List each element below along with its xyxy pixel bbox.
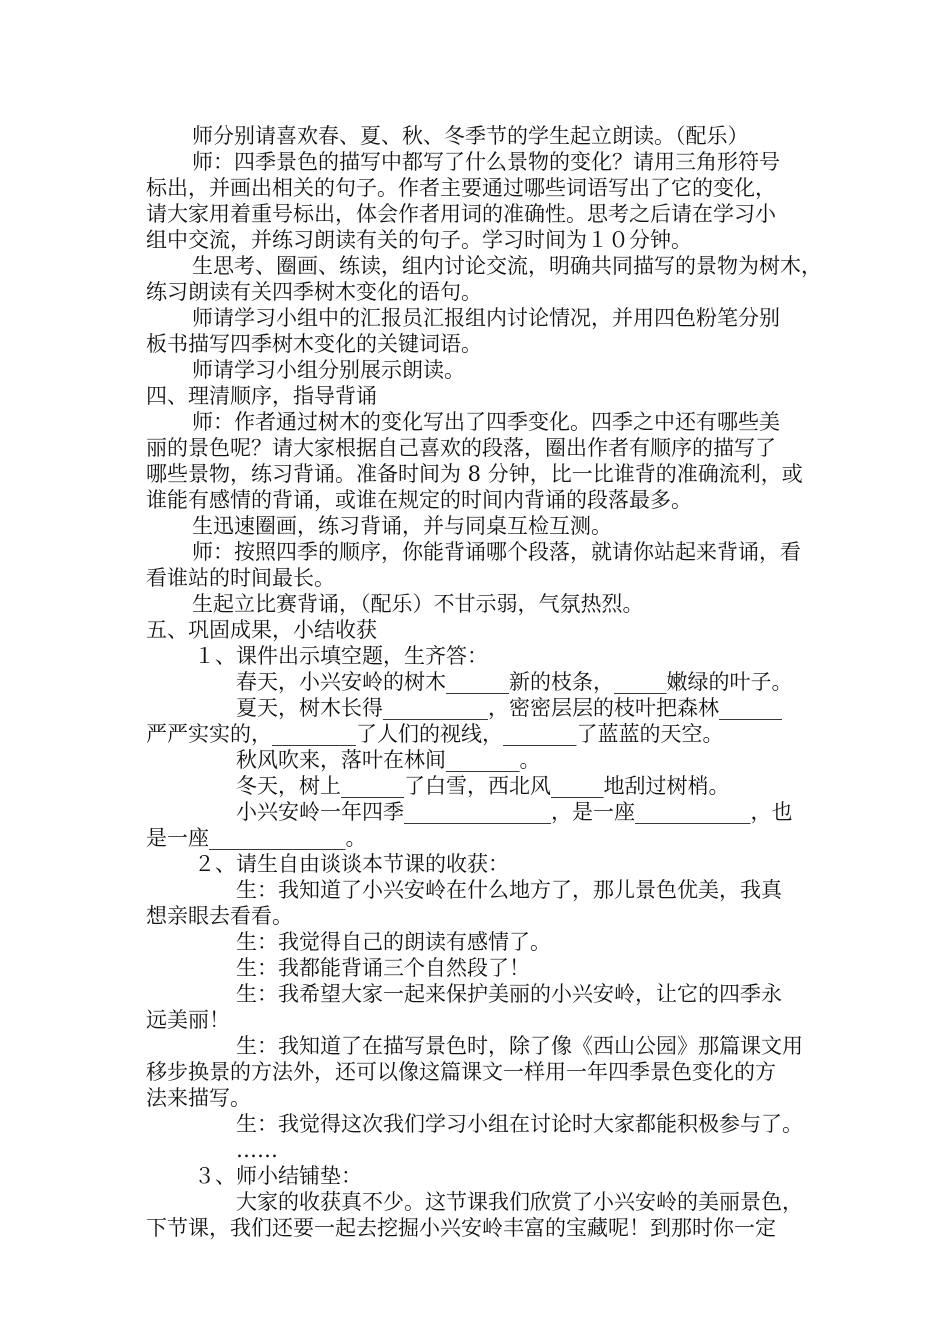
- text-line: 看谁站的时间最长。: [146, 566, 335, 590]
- text-line: 生：我觉得这次我们学习小组在讨论时大家都能积极参与了。: [236, 1112, 803, 1136]
- text-line: 板书描写四季树木变化的关键词语。: [146, 332, 482, 356]
- section-heading: 五、巩固成果，小结收获: [146, 618, 377, 642]
- text-line: 师请学习小组中的汇报员汇报组内讨论情况，并用四色粉笔分别: [192, 306, 780, 330]
- text-line: 标出，并画出相关的句子。作者主要通过哪些词语写出了它的变化，: [146, 176, 776, 200]
- text-line: 练习朗读有关四季树木变化的语句。: [146, 280, 482, 304]
- text-line: 想亲眼去看看。: [146, 904, 293, 928]
- text-line: 生：我知道了小兴安岭在什么地方了，那儿景色优美，我真: [236, 878, 782, 902]
- text-line: 组中交流，并练习朗读有关的句子。学习时间为１０分钟。: [146, 228, 692, 252]
- text-line: 请大家用着重号标出，体会作者用词的准确性。思考之后请在学习小: [146, 202, 776, 226]
- text-line: 法来描写。: [146, 1086, 251, 1110]
- text-line: 生：我觉得自己的朗读有感情了。: [236, 930, 551, 954]
- fill-blank-line: 秋风吹来，落叶在林间_______。: [236, 748, 541, 772]
- text-line: 生：我希望大家一起来保护美丽的小兴安岭，让它的四季永: [236, 982, 782, 1006]
- fill-blank-line: 小兴安岭一年四季______________，是一座___________，也: [236, 800, 793, 824]
- text-line: 移步换景的方法外，还可以像这篇课文一样用一年四季景色变化的方: [146, 1060, 776, 1084]
- text-line: 远美丽！: [146, 1008, 230, 1032]
- text-line: 生：我都能背诵三个自然段了！: [236, 956, 530, 980]
- text-line: 谁能有感情的背诵，或谁在规定的时间内背诵的段落最多。: [146, 488, 692, 512]
- fill-blank-line: 春天，小兴安岭的树木______新的枝条，_____嫩绿的叶子。: [236, 670, 793, 694]
- list-item-heading: ２、请生自由谈谈本节课的收获：: [194, 852, 509, 876]
- text-line: 丽的景色呢？请大家根据自己喜欢的段落，圈出作者有顺序的描写了: [146, 436, 776, 460]
- text-line: 师：作者通过树木的变化写出了四季变化。四季之中还有哪些美: [192, 410, 780, 434]
- fill-blank-line: 冬天，树上______了白雪，西北风_____地刮过树梢。: [236, 774, 730, 798]
- text-line: 大家的收获真不少。这节课我们欣赏了小兴安岭的美丽景色，: [236, 1190, 803, 1214]
- text-line: 生迅速圈画，练习背诵，并与同桌互检互测。: [192, 514, 612, 538]
- text-line: 师分别请喜欢春、夏、秋、冬季节的学生起立朗读。（配乐）: [192, 124, 749, 148]
- fill-blank-line: 夏天，树木长得__________，密密层层的枝叶把森林______: [236, 696, 782, 720]
- text-line: 师请学习小组分别展示朗读。: [192, 358, 465, 382]
- text-line: 师：按照四季的顺序，你能背诵哪个段落，就请你站起来背诵，看: [192, 540, 801, 564]
- text-line: 生思考、圈画、练读，组内讨论交流，明确共同描写的景物为树木，: [192, 254, 822, 278]
- text-line: 哪些景物，练习背诵。准备时间为 8 分钟，比一比谁背的准确流利，或: [146, 462, 803, 486]
- section-heading: 四、理清顺序，指导背诵: [146, 384, 377, 408]
- list-item-heading: ３、师小结铺垫：: [194, 1164, 362, 1188]
- text-line: 师：四季景色的描写中都写了什么景物的变化？请用三角形符号: [192, 150, 780, 174]
- fill-blank-line: 严严实实的，________了人们的视线，_______了蓝蓝的天空。: [146, 722, 724, 746]
- fill-blank-line: 是一座_____________。: [146, 826, 367, 850]
- ellipsis: ……: [236, 1138, 278, 1162]
- text-line: 生：我知道了在描写景色时，除了像《西山公园》那篇课文用: [236, 1034, 803, 1058]
- text-line: 下节课，我们还要一起去挖掘小兴安岭丰富的宝藏呢！到那时你一定: [146, 1216, 776, 1240]
- list-item-heading: １、课件出示填空题，生齐答：: [194, 644, 488, 668]
- text-line: 生起立比赛背诵，（配乐）不甘示弱，气氛热烈。: [192, 592, 644, 616]
